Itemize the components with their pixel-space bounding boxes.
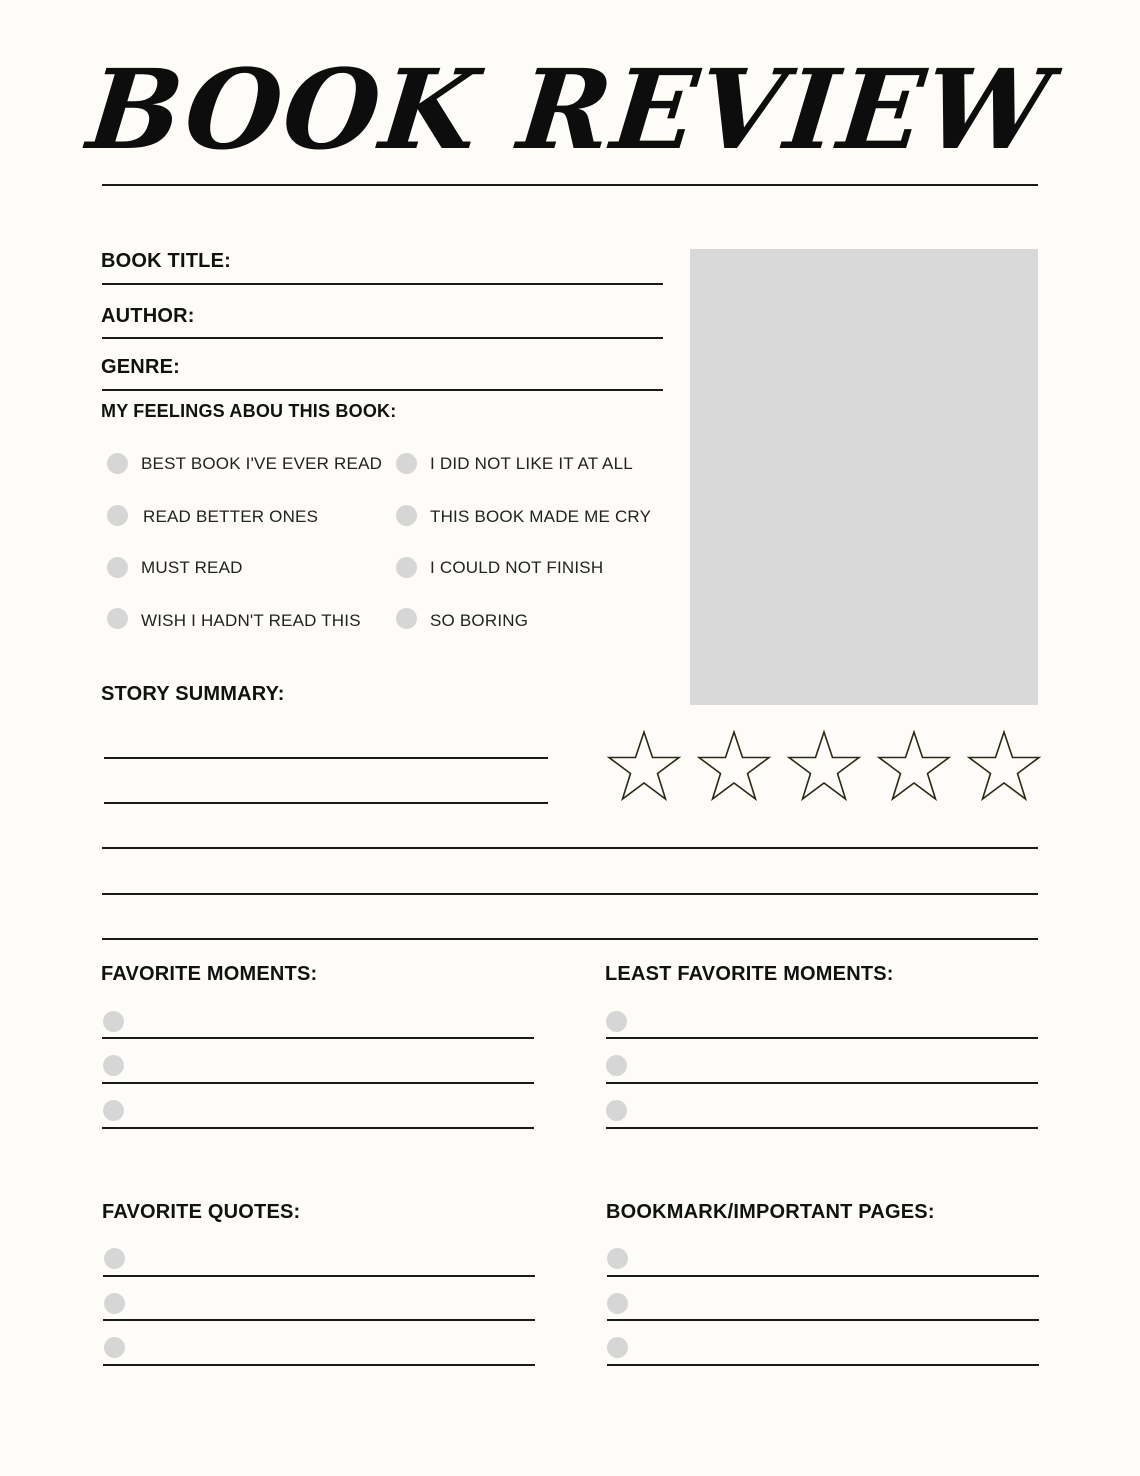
bullet-icon — [104, 1337, 125, 1358]
star-icon[interactable] — [696, 730, 772, 802]
bullet-icon — [607, 1293, 628, 1314]
favorite-quote-line[interactable] — [103, 1364, 535, 1366]
genre-field[interactable] — [102, 389, 663, 391]
feelings-heading: MY FEELINGS ABOU THIS BOOK: — [101, 401, 397, 421]
feeling-checkbox[interactable] — [107, 505, 128, 526]
summary-line[interactable] — [104, 802, 548, 804]
favorite-quote-line[interactable] — [103, 1319, 535, 1321]
bullet-icon — [104, 1293, 125, 1314]
star-icon[interactable] — [606, 730, 682, 802]
bookmark-page-line[interactable] — [607, 1319, 1039, 1321]
feeling-option-label: MUST READ — [141, 558, 243, 577]
feeling-option-label: READ BETTER ONES — [143, 507, 319, 526]
feeling-checkbox[interactable] — [396, 557, 417, 578]
summary-line[interactable] — [104, 757, 548, 759]
star-icon[interactable] — [786, 730, 862, 802]
bullet-icon — [607, 1337, 628, 1358]
feeling-checkbox[interactable] — [396, 505, 417, 526]
feeling-checkbox[interactable] — [396, 453, 417, 474]
favorite-moment-line[interactable] — [102, 1037, 534, 1039]
feeling-option-label: WISH I HADN'T READ THIS — [141, 611, 361, 630]
genre-label: GENRE: — [101, 356, 180, 378]
bookmark-page-line[interactable] — [607, 1275, 1039, 1277]
title-divider — [102, 184, 1038, 186]
bullet-icon — [606, 1011, 627, 1032]
feeling-checkbox[interactable] — [107, 608, 128, 629]
feeling-option-label: I COULD NOT FINISH — [430, 558, 604, 577]
bullet-icon — [607, 1248, 628, 1269]
favorite-moment-line[interactable] — [102, 1127, 534, 1129]
bullet-icon — [103, 1055, 124, 1076]
summary-line[interactable] — [102, 893, 1038, 895]
feeling-option-label: SO BORING — [430, 611, 529, 630]
feeling-option-label: THIS BOOK MADE ME CRY — [430, 507, 652, 526]
favorite-quotes-heading: FAVORITE QUOTES: — [102, 1201, 301, 1223]
star-icon[interactable] — [966, 730, 1042, 802]
author-label: AUTHOR: — [101, 305, 195, 327]
summary-line[interactable] — [102, 847, 1038, 849]
bullet-icon — [606, 1055, 627, 1076]
least-favorite-moment-line[interactable] — [606, 1037, 1038, 1039]
story-summary-heading: STORY SUMMARY: — [101, 683, 285, 705]
bookmark-pages-heading: BOOKMARK/IMPORTANT PAGES: — [606, 1201, 935, 1223]
least-favorite-moment-line[interactable] — [606, 1082, 1038, 1084]
feeling-option-label: I DID NOT LIKE IT AT ALL — [430, 454, 633, 473]
summary-line[interactable] — [102, 938, 1038, 940]
favorite-quote-line[interactable] — [103, 1275, 535, 1277]
book-title-field[interactable] — [102, 283, 663, 285]
star-icon[interactable] — [876, 730, 952, 802]
bullet-icon — [103, 1100, 124, 1121]
bullet-icon — [606, 1100, 627, 1121]
least-favorite-moments-heading: LEAST FAVORITE MOMENTS: — [605, 963, 894, 985]
bullet-icon — [104, 1248, 125, 1269]
book-title-label: BOOK TITLE: — [101, 250, 231, 272]
favorite-moment-line[interactable] — [102, 1082, 534, 1084]
bullet-icon — [103, 1011, 124, 1032]
feeling-checkbox[interactable] — [396, 608, 417, 629]
author-field[interactable] — [102, 337, 663, 339]
feeling-checkbox[interactable] — [107, 557, 128, 578]
least-favorite-moment-line[interactable] — [606, 1127, 1038, 1129]
favorite-moments-heading: FAVORITE MOMENTS: — [101, 963, 318, 985]
book-cover-placeholder[interactable] — [690, 249, 1038, 705]
feeling-checkbox[interactable] — [107, 453, 128, 474]
feeling-option-label: BEST BOOK I'VE EVER READ — [141, 454, 383, 473]
bookmark-page-line[interactable] — [607, 1364, 1039, 1366]
page-title: BOOK REVIEW — [82, 45, 1058, 174]
